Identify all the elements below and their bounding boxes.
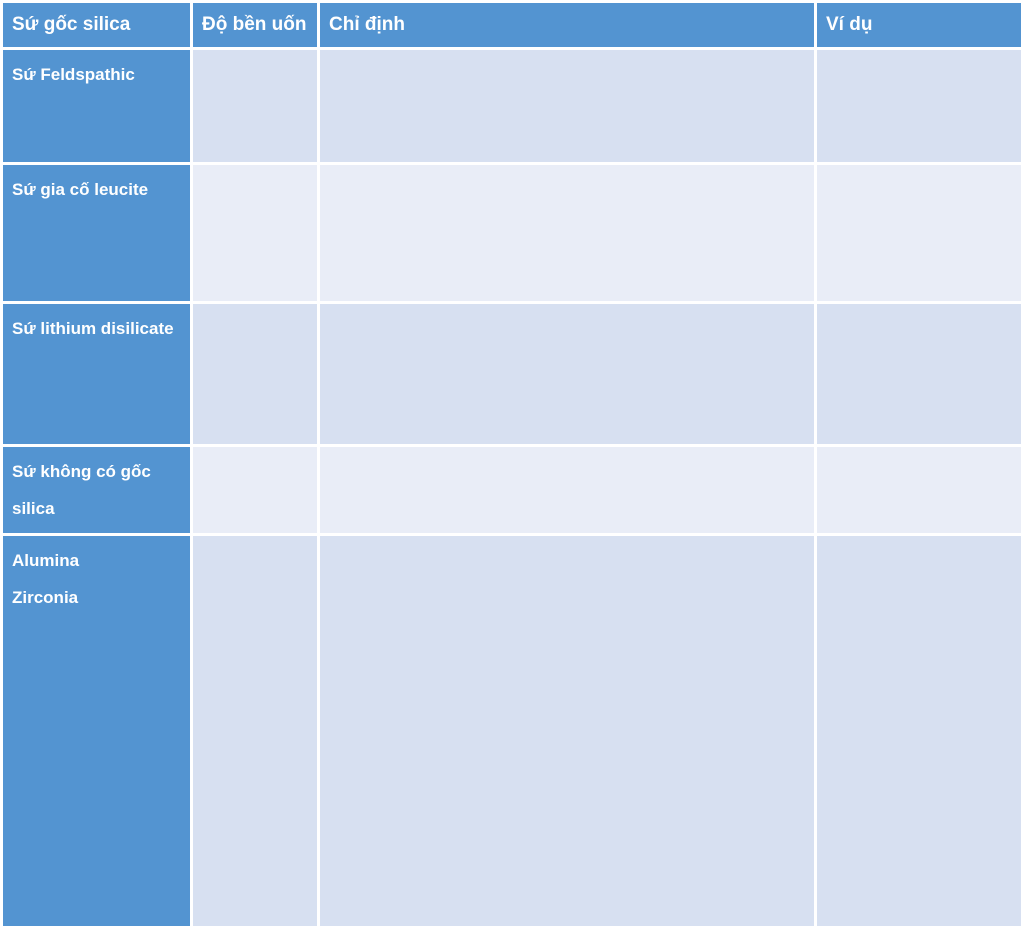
material-cell [3, 304, 190, 444]
material-label: Sứ không có gốc silica [12, 462, 151, 518]
examples-cell [817, 304, 1021, 444]
header-material: Sứ gốc silica [3, 3, 190, 47]
header-examples: Ví dụ [817, 3, 1021, 47]
header-indications: Chỉ định [320, 3, 814, 47]
indications-cell [320, 50, 814, 162]
header-flexural-strength: Độ bền uốn [193, 3, 317, 47]
table-row [3, 50, 1021, 162]
strength-cell [193, 536, 317, 926]
table-row [3, 165, 1021, 301]
indications-cell [320, 447, 814, 533]
strength-cell [193, 304, 317, 444]
material-label: Zirconia [12, 588, 79, 607]
strength-cell [193, 165, 317, 301]
material-cell [3, 50, 190, 162]
table-row [3, 304, 1021, 444]
indications-cell [320, 536, 814, 926]
table-row [3, 447, 1021, 533]
strength-cell [193, 50, 317, 162]
examples-cell [817, 165, 1021, 301]
examples-cell [817, 536, 1021, 926]
examples-cell [817, 50, 1021, 162]
material-label: Sứ gia cố leucite [12, 180, 149, 199]
material-cell [3, 165, 190, 301]
strength-cell [193, 447, 317, 533]
header-row [3, 3, 1021, 47]
material-cell [3, 536, 190, 926]
indications-cell [320, 165, 814, 301]
material-cell [3, 447, 190, 533]
indications-cell [320, 304, 814, 444]
material-label: Sứ lithium disilicate [12, 319, 174, 338]
table-row [3, 536, 1021, 926]
material-label: Sứ Feldspathic [12, 65, 135, 84]
examples-cell [817, 447, 1021, 533]
material-label: Alumina [12, 551, 80, 570]
